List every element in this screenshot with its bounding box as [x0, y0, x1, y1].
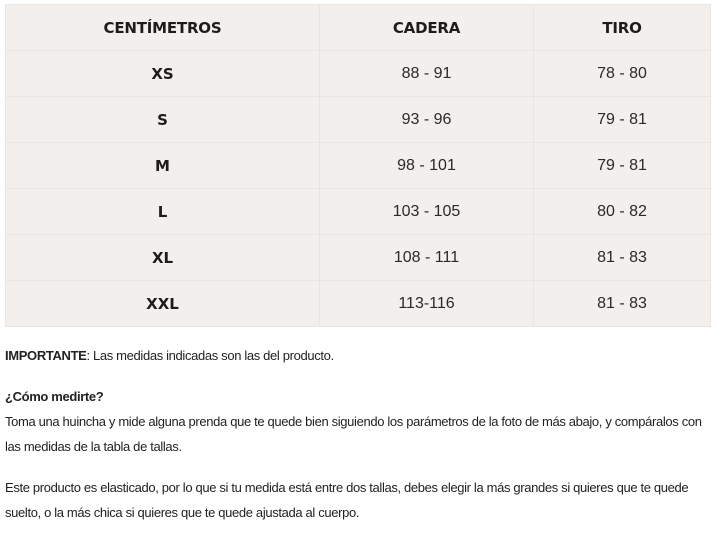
important-text: : Las medidas indicadas son las del producto. — [86, 348, 334, 363]
size-chart-table — [5, 4, 711, 327]
size-cell: XXL — [6, 281, 320, 327]
column-header-centimetros: CENTÍMETROS — [6, 5, 320, 51]
size-cell: L — [6, 189, 320, 235]
important-note — [5, 343, 711, 368]
tiro-cell: 81 - 83 — [534, 235, 711, 281]
important-label: IMPORTANTE — [5, 348, 87, 363]
tiro-cell: 80 - 82 — [534, 189, 711, 235]
cadera-cell: 103 - 105 — [320, 189, 534, 235]
column-header-tiro: TIRO — [534, 5, 711, 51]
tiro-cell: 81 - 83 — [534, 281, 711, 327]
table-header-row — [6, 5, 711, 51]
table-row — [6, 143, 711, 189]
howto-title-text: ¿Cómo medirte? — [5, 389, 104, 404]
size-cell: XL — [6, 235, 320, 281]
size-cell: XS — [6, 51, 320, 97]
cadera-cell: 93 - 96 — [320, 97, 534, 143]
table-row — [6, 281, 711, 327]
howto-text: Toma una huincha y mide alguna prenda que te quede bien siguiendo los parámetros de la foto de más abajo, y compáralos con las medidas de la tabla de tallas. — [5, 414, 702, 454]
cadera-cell: 108 - 111 — [320, 235, 534, 281]
table-row — [6, 235, 711, 281]
table-row — [6, 189, 711, 235]
table-row — [6, 97, 711, 143]
size-cell: S — [6, 97, 320, 143]
size-cell: M — [6, 143, 320, 189]
tiro-cell: 79 - 81 — [534, 143, 711, 189]
cadera-cell: 98 - 101 — [320, 143, 534, 189]
howto-title — [5, 384, 711, 409]
cadera-cell: 113-116 — [320, 281, 534, 327]
elastic-note: Este producto es elasticado, por lo que si tu medida está entre dos tallas, debes elegir la más grandes si quieres que te quede suelto, o la más chica si quieres que te quede ajustada al cuerpo. — [5, 480, 689, 520]
tiro-cell: 79 - 81 — [534, 97, 711, 143]
size-notes — [5, 343, 711, 525]
cadera-cell: 88 - 91 — [320, 51, 534, 97]
column-header-cadera: CADERA — [320, 5, 534, 51]
table-row — [6, 51, 711, 97]
tiro-cell: 78 - 80 — [534, 51, 711, 97]
